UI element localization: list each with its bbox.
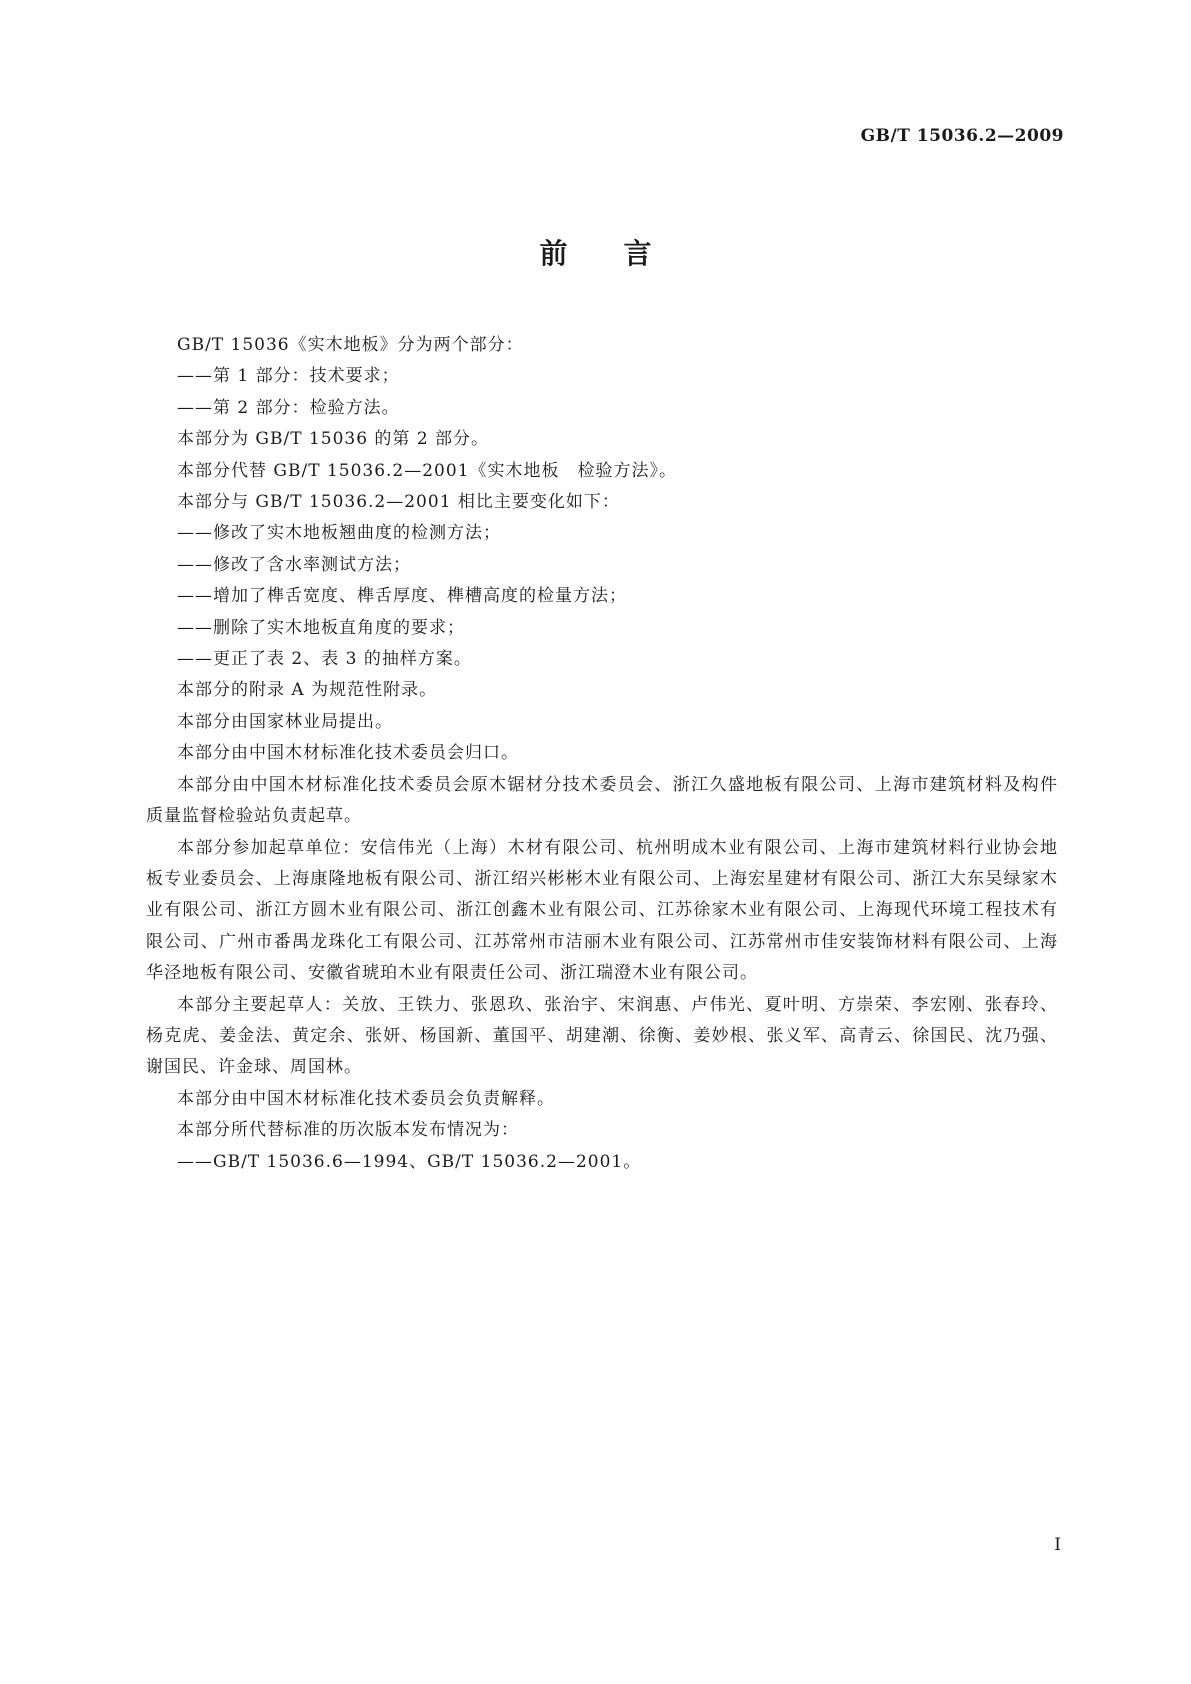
foreword-body [146,330,1058,1178]
paragraph: 本部分所代替标准的历次版本发布情况为： [177,1120,519,1141]
list-item: ——更正了表 2、表 3 的抽样方案。 [177,649,472,670]
paragraph: 本部分的附录 A 为规范性附录。 [177,680,438,701]
paragraph: 本部分与 GB/T 15036.2—2001 相比主要变化如下： [177,492,620,513]
paragraph: 本部分由中国木材标准化技术委员会原木锯材分技术委员会、浙江久盛地板有限公司、上海市建筑材料及构件质量监督检验站负责起草。 [146,774,1058,827]
page-title: 前言 [539,237,708,270]
paragraph: GB/T 15036《实木地板》分为两个部分： [177,335,524,355]
list-item: ——GB/T 15036.6—1994、GB/T 15036.2—2001。 [177,1151,642,1172]
paragraph: 本部分由中国木材标准化技术委员会归口。 [177,743,519,764]
paragraph: 本部分由中国木材标准化技术委员会负责解释。 [177,1088,555,1109]
list-item: ——增加了榫舌宽度、榫舌厚度、榫槽高度的检量方法； [177,586,627,607]
paragraph: 本部分参加起草单位：安信伟光（上海）木材有限公司、杭州明成木业有限公司、上海市建筑材料行业协会地板专业委员会、上海康隆地板有限公司、浙江绍兴彬彬木业有限公司、上海宏星建材有限公司、浙江大东吴绿家木业有限公司、浙江方圆木业有限公司、浙江创鑫木业有限公司、江苏徐家木业有限公司、上海现代环境工程技术有限公司、广州市番禺龙珠化工有限公司、江苏常州市洁丽木业有限公司、江苏常州市佳安装饰材料有限公司、上海华泾地板有限公司、安徽省琥珀木业有限责任公司、浙江瑞澄木业有限公司。 [146,837,1058,984]
paragraph: 本部分主要起草人：关放、王铁力、张恩玖、张治宇、宋润惠、卢伟光、夏叶明、方崇荣、李宏刚、张春玲、杨克虎、姜金法、黄定余、张妍、杨国新、董国平、胡建潮、徐衡、姜妙根、张义军、高青云、徐国民、沈乃强、谢国民、许金球、周国林。 [146,994,1058,1078]
standard-code: GB/T 15036.2—2009 [860,126,1064,146]
paragraph: 本部分为 GB/T 15036 的第 2 部分。 [177,429,490,450]
list-item: ——修改了实木地板翘曲度的检测方法； [177,523,501,544]
paragraph: 本部分由国家林业局提出。 [177,711,393,732]
list-item: ——删除了实木地板直角度的要求； [177,617,465,638]
paragraph: 本部分代替 GB/T 15036.2—2001《实木地板 检验方法》。 [177,460,678,481]
list-item: ——修改了含水率测试方法； [177,554,411,575]
list-item: ——第 1 部分：技术要求； [177,366,400,387]
page-number: I [1054,1535,1061,1555]
list-item: ——第 2 部分：检验方法。 [177,397,400,418]
